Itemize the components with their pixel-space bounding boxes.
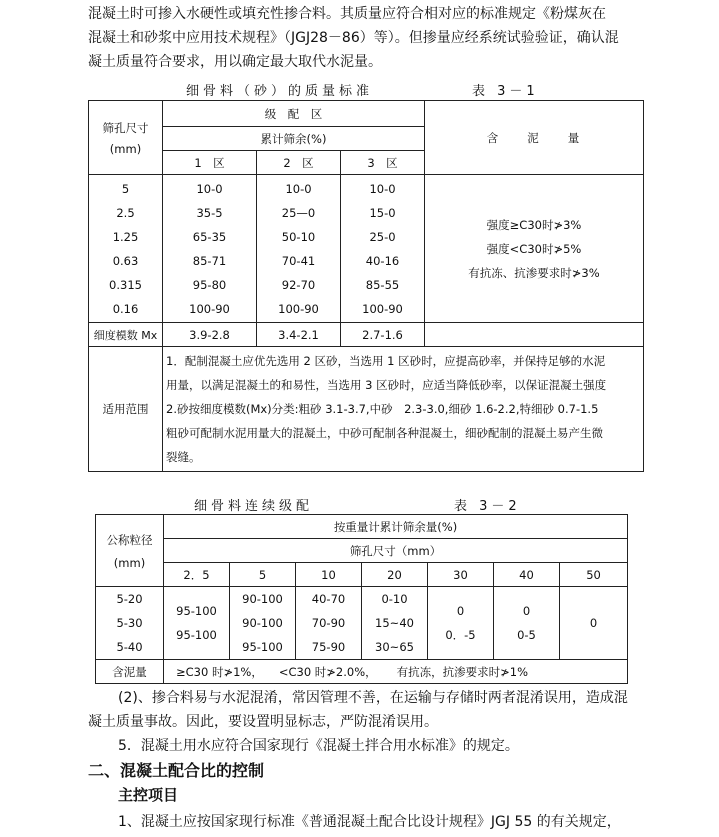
nominal-size-label: 公称粒径 — [106, 532, 153, 547]
col-50-values: 0 — [560, 587, 628, 660]
sieve-size-label: 筛孔尺寸 — [102, 120, 149, 135]
clay-content-row — [164, 660, 628, 684]
sieve-size-header — [89, 101, 163, 175]
weight-residue-header: 按重量计累计筛余量(%) — [164, 515, 628, 539]
intro-line-3: 凝土质量符合要求，用以确定最大取代水泥量。 — [88, 54, 382, 70]
zone-2-header: 2 区 — [257, 151, 341, 175]
zone-3-values: 10-0 15-0 25-0 40-16 85-55 100-90 — [341, 175, 425, 323]
paragraph-1: 1、混凝土应按国家现行标准《普通混凝土配合比设计规程》JGJ 55 的有关规定， — [118, 814, 621, 830]
col-30: 30 — [428, 563, 494, 587]
col-50: 50 — [560, 563, 628, 587]
col-10-values: 40-70 70-90 75-90 — [296, 587, 362, 660]
zone-1-header: 1 区 — [163, 151, 257, 175]
col-10: 10 — [296, 563, 362, 587]
continuous-grading-table — [95, 514, 628, 684]
col-20-values: 0-10 15~40 30~65 — [362, 587, 428, 660]
clay-content-values: 强度≥C30时≯3% 强度<C30时≯5% 有抗冻、抗渗要求时≯3% — [425, 175, 644, 323]
col-30-values: 0 0．-5 — [428, 587, 494, 660]
scope-label: 适用范围 — [89, 347, 163, 472]
fineness-modulus-zone-2: 3.4-2.1 — [257, 323, 341, 347]
sand-quality-table — [88, 100, 644, 472]
grading-zone-header: 级 配 区 — [163, 101, 425, 127]
table1-caption-title: 细骨料（砂）的质量标准 — [186, 84, 374, 99]
fineness-modulus-label: 细度模数 Mx — [89, 323, 163, 347]
cumulative-residue-header: 累计筛余(%) — [163, 127, 425, 151]
col-5: 5 — [230, 563, 296, 587]
intro-line-2: 混凝土和砂浆中应用技术规程》（JGJ28－86）等）。但掺量应经系统试验验证，确认混 — [88, 30, 619, 46]
fineness-modulus-empty — [425, 323, 644, 347]
clay-content-label: 含泥量 — [96, 660, 164, 684]
col-40-values: 0 0-5 — [494, 587, 560, 660]
section-heading: 二、混凝土配合比的控制 — [88, 761, 265, 780]
paragraph-5: 5．混凝土用水应符合国家现行《混凝土拌合用水标准》的规定。 — [118, 738, 519, 754]
col-5-values: 90-100 90-100 95-100 — [230, 587, 296, 660]
zone-1-values: 10-0 35-5 65-35 85-71 95-80 100-90 — [163, 175, 257, 323]
table1-caption-number: 表 3－1 — [472, 84, 539, 99]
clay-content-c: 有抗冻，抗渗要求时≯1% — [396, 664, 529, 679]
nominal-size-header — [96, 515, 164, 587]
clay-content-a: ≥C30 时≯1%， — [176, 664, 263, 679]
fineness-modulus-zone-3: 2.7-1.6 — [341, 323, 425, 347]
paragraph-2-line-2: 凝土质量事故。因此，要设置明显标志，严防混淆误用。 — [88, 714, 438, 730]
col-2-5: 2．5 — [164, 563, 230, 587]
sieve-size-unit: (mm) — [109, 141, 142, 156]
zone-2-values: 10-0 25—0 50-10 70-41 92-70 100-90 — [257, 175, 341, 323]
sieve-size-values: 5 2.5 1.25 0.63 0.315 0.16 — [89, 175, 163, 323]
table2-caption-number: 表 3－2 — [454, 499, 521, 514]
col-40: 40 — [494, 563, 560, 587]
col-2-5-values: 95-100 95-100 — [164, 587, 230, 660]
zone-3-header: 3 区 — [341, 151, 425, 175]
clay-content-b: <C30 时≯2.0%， — [278, 664, 377, 679]
nominal-size-values: 5-20 5-30 5-40 — [96, 587, 164, 660]
intro-line-1: 混凝土时可掺入水硬性或填充性掺合料。其质量应符合相对应的标准规定《粉煤灰在 — [88, 6, 606, 22]
sieve-size-header-2: 筛孔尺寸（mm） — [164, 539, 628, 563]
col-20: 20 — [362, 563, 428, 587]
subsection-heading: 主控项目 — [118, 786, 179, 804]
clay-content-header: 含 泥 量 — [425, 101, 644, 175]
scope-description: 1．配制混凝土应优先选用 2 区砂，当选用 1 区砂时，应提高砂率，并保持足够的水泥 用量，以满足混凝土的和易性，当选用 3 区砂时，应适当降低砂率，以保证混凝土强度 2.砂按细度模数(Mx)分类:粗砂 3.1-3.7,中砂 2.3-3.0,细砂 1.6-2.2,特细砂 0.7-1.5 粗砂可配制水泥用量大的混凝土，中砂可配制各种混凝土，细砂配制的混凝土易产生微 裂缝。 — [163, 347, 644, 472]
fineness-modulus-zone-1: 3.9-2.8 — [163, 323, 257, 347]
nominal-size-unit: (mm) — [113, 555, 146, 570]
paragraph-2-line-1: (2)、掺合料易与水泥混淆，常因管理不善，在运输与存储时两者混淆误用，造成混 — [118, 690, 628, 706]
table2-caption-title: 细骨料连续级配 — [194, 499, 314, 514]
